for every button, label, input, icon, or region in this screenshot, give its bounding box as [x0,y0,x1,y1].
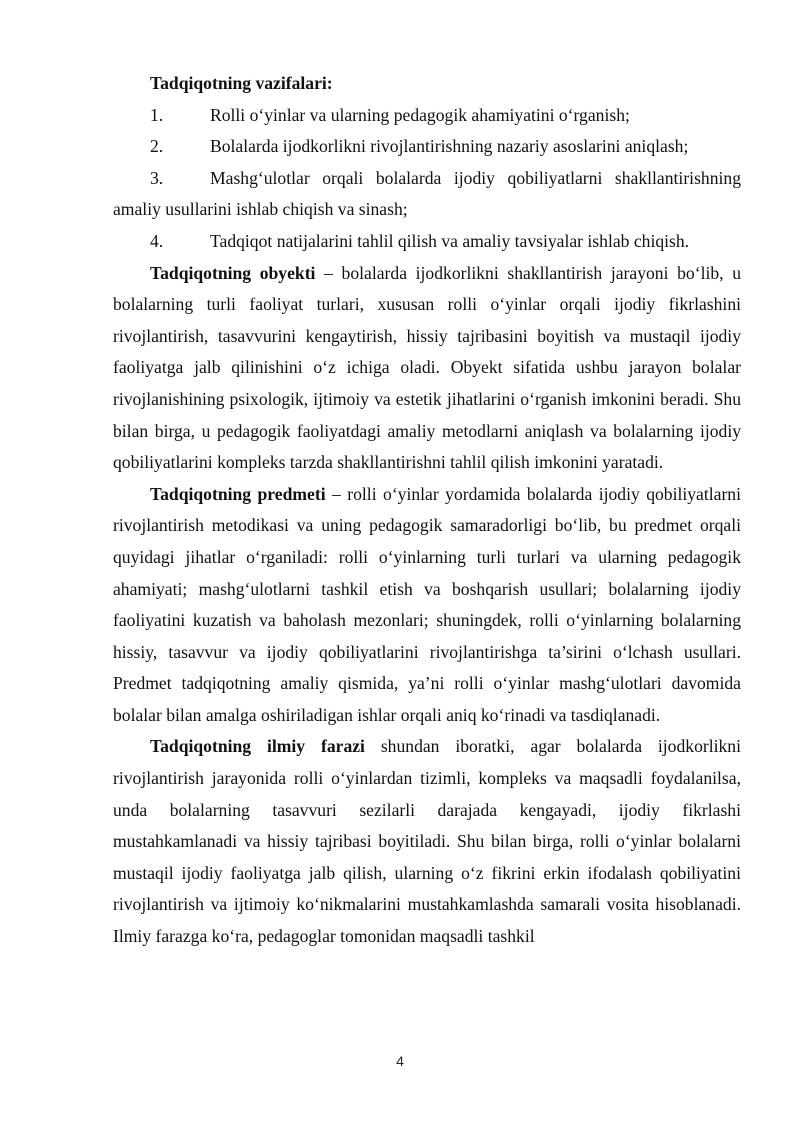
hypothesis-label: Tadqiqotning ilmiy farazi [150,736,365,757]
task-text: Bolalarda ijodkorlikni rivojlantirishning nazariy asoslarini aniqlash; [210,136,689,157]
page-content [113,68,741,953]
tasks-heading: Tadqiqotning vazifalari: [150,73,333,93]
task-number: 4. [150,230,164,251]
task-item-2 [113,131,741,163]
task-text: Mashg‘ulotlar orqali bolalarda ijodiy qobiliyatlarni shakllantirishning amaliy usullarini ishlab chiqish va sinash; [113,167,741,220]
object-paragraph [113,258,741,479]
task-item-1 [113,100,741,132]
task-text: Rolli o‘yinlar va ularning pedagogik ahamiyatini o‘rganish; [210,104,630,125]
task-number: 3. [150,167,164,188]
task-number: 2. [150,136,164,157]
hypothesis-text: shundan iboratki, agar bolalarda ijodkorlikni rivojlantirish jarayonida rolli o‘yinlardan tizimli, kompleks va maqsadli foydalanilsa, unda bolalarning tasavvuri sezilarli darajada kengayadi, ijodiy fikrlashi mustahkamlanadi va hissiy tajribasi boyitiladi. Shu bilan birga, rolli o‘yinlar bolalarni mustaqil ijodiy faoliyatga jalb qilish, ularning o‘z fikrini erkin ifodalash qobiliyatini rivojlantirish va ijtimoiy ko‘nikmalarini mustahkamlashda samarali vosita hisoblanadi. Ilmiy farazga ko‘ra, pedagoglar tomonidan maqsadli tashkil [113,736,741,947]
subject-paragraph [113,479,741,732]
task-number: 1. [150,104,164,125]
page-number: 4 [396,1053,404,1069]
object-text: – bolalarda ijodkorlikni shakllantirish jarayoni bo‘lib, u bolalarning turli faoliyat turlari, xususan rolli o‘yinlar orqali ijodiy fikrlashini rivojlantirish, tasavvurini kengaytirish, hissiy tajribasini boyitish va mustaqil ijodiy faoliyatga jalb qilinishini o‘z ichiga oladi. Obyekt sifatida ushbu jarayon bolalar rivojlanishining psixologik, ijtimoiy va estetik jihatlarini o‘rganish imkonini beradi. Shu bilan birga, u pedagogik faoliyatdagi amaliy metodlarni aniqlash va bolalarning ijodiy qobiliyatlarini kompleks tarzda shakllantirishni tahlil qilish imkonini yaratadi. [113,262,741,473]
subject-label: Tadqiqotning predmeti [150,483,326,504]
task-text: Tadqiqot natijalarini tahlil qilish va amaliy tavsiyalar ishlab chiqish. [210,230,690,251]
object-label: Tadqiqotning obyekti [150,262,316,283]
task-item-4 [113,226,741,258]
subject-text: – rolli o‘yinlar yordamida bolalarda ijodiy qobiliyatlarni rivojlantirish metodikasi va uning pedagogik samaradorligi bo‘lib, bu predmet orqali quyidagi jihatlar o‘rganiladi: rolli o‘yinlarning turli turlari va ularning pedagogik ahamiyati; mashg‘ulotlarni tashkil etish va boshqarish usullari; bolalarning ijodiy faoliyatini kuzatish va baholash mezonlari; shuningdek, rolli o‘yinlarning bolalarning hissiy, tasavvur va ijodiy qobiliyatlarini rivojlantirishga ta’sirini o‘lchash usullari. Predmet tadqiqotning amaliy qismida, ya’ni rolli o‘yinlar mashg‘ulotlari davomida bolalar bilan amalga oshiriladigan ishlar orqali aniq ko‘rinadi va tasdiqlanadi. [113,483,741,725]
task-item-3 [113,163,741,226]
hypothesis-paragraph [113,731,741,952]
